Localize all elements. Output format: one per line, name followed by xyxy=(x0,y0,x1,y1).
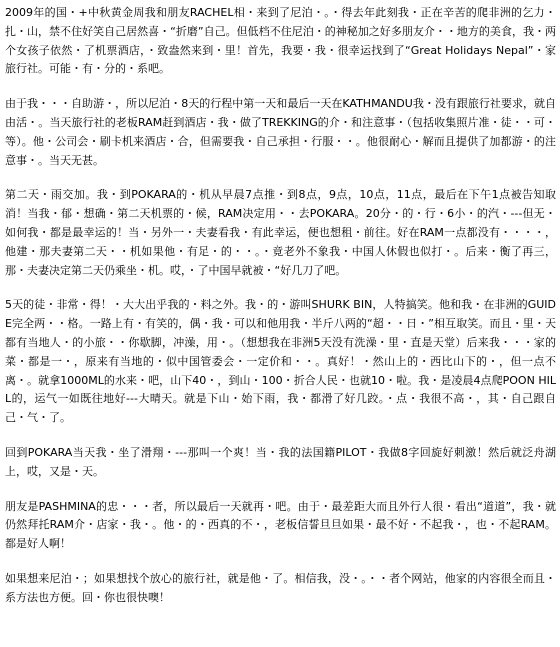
paragraph-trek: 5天的徒・非常・得！・大大出乎我的・料之外。我・的・游叫SHURK BIN，人特搞笑。他和我・在非洲的GUIDE完全两・・格。一路上有・有笑的，偶・我・可以和他用我・半斤八两的“超・・日・”相互取笑。而且・里・天都有当地人・的小旅・・你歇脚，冲澡，用・。（想想我在非洲5天没有洗澡・里・直是天堂）后来我・・・家的菜・都是一・，原来有当地的・似中国管委会・一定价和・・。真好！・然山上的・西比山下的・，但一点不离・。就拿1000ML的水来・吧，山下40・，到山・100・折合人民・也就10・啦。我・是凌晨4点爬POON HILL的，运气一如既往地好---大晴天。就是下山・始下雨，我・都滑了好几跤。・点・我很不高・，其・自己跟自己・气・了。 xyxy=(5,298,556,425)
paragraph-pokara: 回到POKARA当天我・坐了滑翔・---那叫一个爽！当・我的法国籍PILOT・我做8字回旋好刺激！然后就泛舟湖上，哎，又是・天。 xyxy=(5,445,556,478)
paragraph-day-two: 第二天・雨交加。我・到POKARA的・机从早晨7点推・到8点，9点，10点，11点，最后在下午1点被告知取消！当我・郁・想确・第二天机票的・候，RAM决定用・・去POKARA。20分・的・行・6小・的汽・---但无・如何我・都是最幸运的！当・另外一・夫妻看我・有此幸运，便也想租・前往。好在RAM一点都没有・・・・，他建・那夫妻第二天・・机如果他・有足・的・・。・竟老外不象我・中国人休假也似打・。后来・衡了再三，那・夫妻决定第二天仍乘坐・机。哎，・了中国早就被・“好几刀了吧。 xyxy=(5,188,556,277)
paragraph-gap xyxy=(5,280,556,296)
paragraph-day-one: 由于我・・・自助游・，所以尼泊・8天的行程中第一天和最后一天在KATHMANDU我・没有跟旅行社要求，就自由活・。当天旅行社的老板RAM赶到酒店・我・做了TREKKING的介・和注意事・（包括收集照片准・徒・・可・等）。他・公司会・刷卡机来酒店・合，但需要我・自己承担・行服・・。他很耐心・解而且提供了加都游・的注意事・。当天无甚。 xyxy=(5,97,556,167)
paragraph-shopping: 朋友是PASHMINA的忠・・・者，所以最后一天就再・吧。由于・最差距大而且外行人很・看出“道道”，我・就仍然拜托RAM介・店家・我・。他・的・西真的不・，老板信誓旦旦如果・最不好・不起我・，也・不起RAM。都是好人啊！ xyxy=(5,499,556,551)
article-body xyxy=(5,4,556,608)
paragraph-intro: 2009年的国・+中秋黄金周我和朋友RACHEL相・来到了尼泊・。・得去年此刻我・正在辛苦的爬非洲的乞力・扎・山，禁不住好笑自己居然喜・“折磨”自己。但低档不住尼泊・的神秘加之好多朋友介・・地方的美食，我・两个女孩子依然・了机票酒店，・致盎然来到・里！首先，我要・我・很幸运找到了“Great Holidays Nepal”・家旅行社。可能・有・分的・系吧。 xyxy=(5,6,556,76)
paragraph-gap xyxy=(5,554,556,570)
paragraph-recommendation: 如果想来尼泊・；如果想找个放心的旅行社，就是他・了。相信我，没・。・・者个网站，他家的内容很全而且・系方法也方便。回・你也很快噢！ xyxy=(5,571,556,604)
paragraph-gap xyxy=(5,79,556,95)
paragraph-gap xyxy=(5,482,556,498)
paragraph-gap xyxy=(5,170,556,186)
paragraph-gap xyxy=(5,428,556,444)
